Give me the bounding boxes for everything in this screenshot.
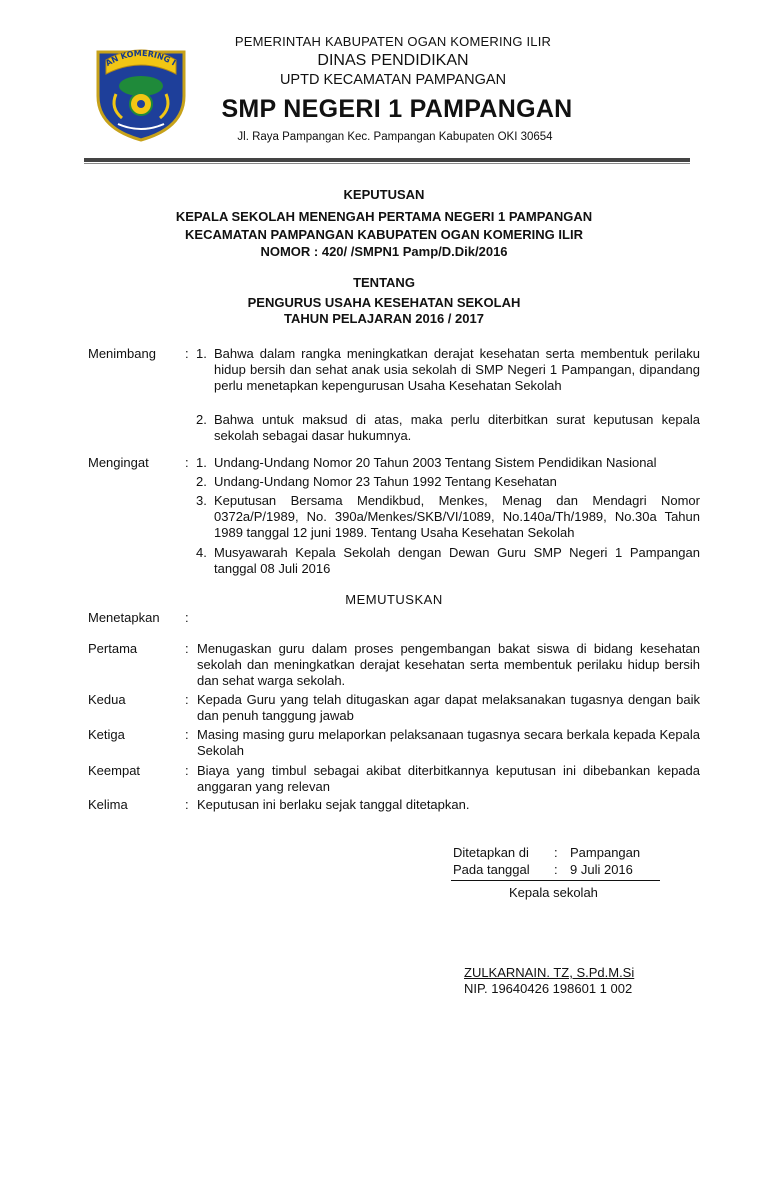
signer-name: ZULKARNAIN. TZ, S.Pd.M.Si [464, 965, 635, 980]
decree-academic-year: TAHUN PELAJARAN 2016 / 2017 [284, 311, 484, 326]
letterhead-divider-thin [84, 163, 690, 164]
mengingat-item: Undang-Undang Nomor 20 Tahun 2003 Tentang Sistem Pendidikan Nasional [214, 455, 657, 470]
decision-colon: : [185, 797, 189, 812]
mengingat-item-number: 4. [196, 545, 207, 560]
menimbang-item: Bahwa dalam rangka meningkatkan derajat kesehatan serta membentuk perilaku hidup bersih dan sehat anak usia sekolah di SMP Negeri 1 Pampangan, dipandang perlu menetapkan kepengurusan Usaha Kesehatan Sekolah [214, 346, 700, 393]
decision-colon: : [185, 641, 189, 656]
mengingat-item-number: 2. [196, 474, 207, 489]
decision-colon: : [185, 763, 189, 778]
memutuskan-heading: MEMUTUSKAN [345, 592, 443, 607]
signed-place-value: Pampangan [570, 845, 641, 860]
signed-date-value: 9 Juli 2016 [570, 862, 633, 877]
signer-nip: NIP. 19640426 198601 1 002 [464, 981, 633, 996]
menimbang-item-number: 2. [196, 412, 207, 427]
letterhead-agency: DINAS PENDIDIKAN [317, 52, 469, 69]
decree-heading: KEPUTUSAN [343, 187, 425, 202]
decision-colon: : [185, 692, 189, 707]
signer-position: Kepala sekolah [509, 885, 598, 900]
decree-number: NOMOR : 420/ /SMPN1 Pamp/D.Dik/2016 [260, 244, 508, 259]
letterhead-school-name: SMP NEGERI 1 PAMPANGAN [221, 95, 573, 123]
letterhead-unit: UPTD KECAMATAN PAMPANGAN [279, 72, 507, 88]
decision-text: Menugaskan guru dalam proses pengembangan bakat siswa di bidang kesehatan sekolah dan meningkatkan derajat kesehatan serta membentuk perilaku hidup bersih dan sehat warga sekolah. [197, 641, 700, 688]
signed-date-colon: : [554, 862, 558, 877]
decision-colon: : [185, 727, 189, 742]
mengingat-item: Keputusan Bersama Mendikbud, Menkes, Menag dan Mendagri Nomor 0372a/P/1989, No. 390a/Menkes/SKB/VI/1089, No.140a/Th/1989, No.30a Tahun 1989 tanggal 12 juni 1989. Tentang Usaha Kesehatan Sekolah [214, 493, 700, 540]
decision-label: Kelima [88, 797, 128, 812]
letterhead-divider [84, 158, 690, 162]
letterhead-government: PEMERINTAH KABUPATEN OGAN KOMERING ILIR [234, 34, 552, 49]
decision-label: Pertama [88, 641, 138, 656]
menimbang-item: Bahwa untuk maksud di atas, maka perlu diterbitkan surat keputusan kepala sekolah sebagai dasar hukumnya. [214, 412, 700, 443]
menimbang-item-number: 1. [196, 346, 207, 361]
decree-subject: PENGURUS USAHA KESEHATAN SEKOLAH [247, 295, 521, 310]
menimbang-label: Menimbang [88, 346, 156, 361]
logo-caption: AN KOMERING I [104, 48, 178, 68]
decree-issuer-line1: KEPALA SEKOLAH MENENGAH PERTAMA NEGERI 1 PAMPANGAN [175, 209, 593, 224]
menetapkan-label: Menetapkan [88, 610, 160, 625]
mengingat-colon: : [185, 455, 189, 470]
signed-place-label: Ditetapkan di [453, 845, 529, 860]
decision-label: Ketiga [88, 727, 125, 742]
menimbang-colon: : [185, 346, 189, 361]
decision-text: Kepada Guru yang telah ditugaskan agar dapat melaksanakan tugasnya dengan baik dan penuh tanggung jawab [197, 692, 700, 723]
mengingat-item: Undang-Undang Nomor 23 Tahun 1992 Tentang Kesehatan [214, 474, 557, 489]
mengingat-item-number: 1. [196, 455, 207, 470]
decision-label: Keempat [88, 763, 141, 778]
menetapkan-colon: : [185, 610, 189, 625]
decision-text: Keputusan ini berlaku sejak tanggal ditetapkan. [197, 797, 470, 812]
decree-about-heading: TENTANG [353, 275, 415, 290]
decision-text: Biaya yang timbul sebagai akibat diterbitkannya keputusan ini dibebankan kepada anggaran yang relevan [197, 763, 700, 794]
signed-place-colon: : [554, 845, 558, 860]
decision-text: Masing masing guru melaporkan pelaksanaan tugasnya secara berkala kepada Kepala Sekolah [197, 727, 700, 758]
mengingat-item-number: 3. [196, 493, 207, 508]
letterhead-address: Jl. Raya Pampangan Kec. Pampangan Kabupaten OKI 30654 [237, 131, 553, 143]
signature-date-underline [451, 880, 660, 881]
decree-issuer-line2: KECAMATAN PAMPANGAN KABUPATEN OGAN KOMERING ILIR [185, 227, 583, 242]
mengingat-item: Musyawarah Kepala Sekolah dengan Dewan Guru SMP Negeri 1 Pampangan tanggal 08 Juli 2016 [214, 545, 700, 576]
signed-date-label: Pada tanggal [453, 862, 530, 877]
mengingat-label: Mengingat [88, 455, 149, 470]
decision-label: Kedua [88, 692, 126, 707]
